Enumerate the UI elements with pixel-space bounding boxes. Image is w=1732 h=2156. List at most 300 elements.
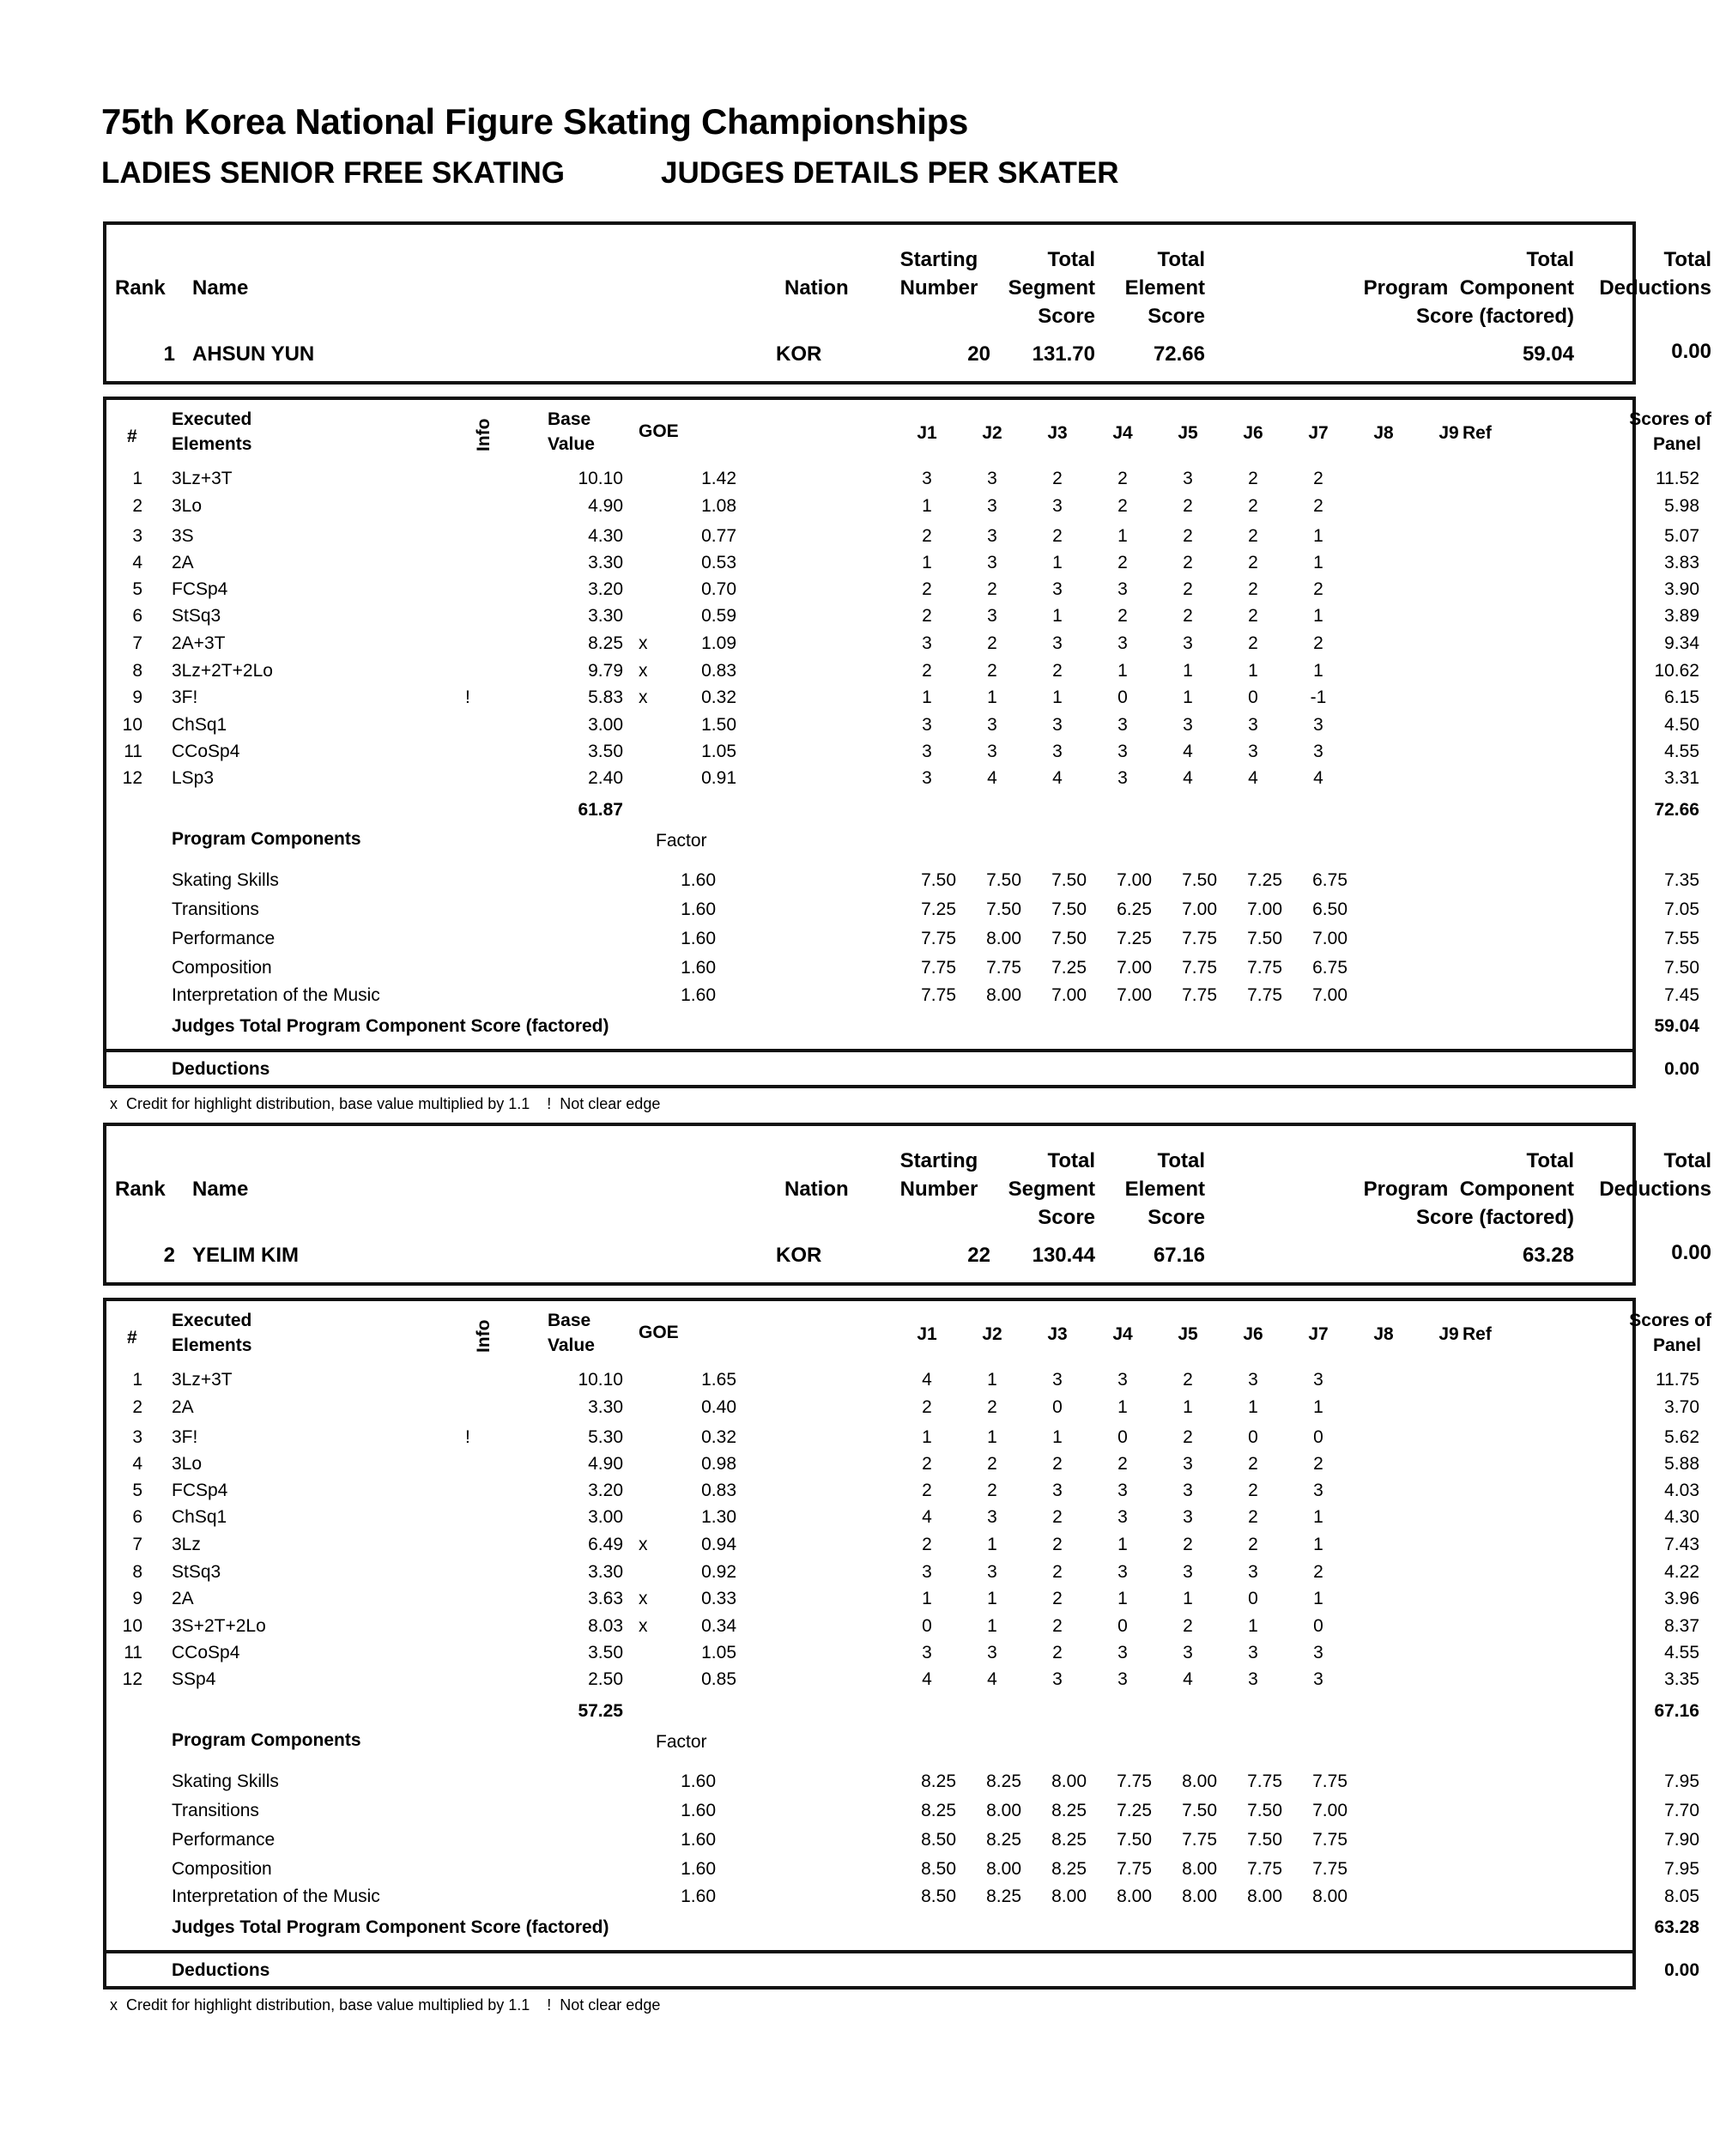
judge-goe: 3 <box>987 715 997 735</box>
judge-component-mark: 8.25 <box>1051 1859 1087 1879</box>
pcs-header: Program Component <box>1363 1178 1574 1201</box>
judge-goe: 3 <box>1117 633 1128 653</box>
element-row <box>106 768 1699 792</box>
panel-header: Scores of <box>1629 1311 1711 1330</box>
component-panel-score: 7.90 <box>1664 1830 1699 1850</box>
judge-component-mark: 7.50 <box>1182 870 1217 890</box>
deductions-header: Total <box>1663 248 1711 271</box>
name-header: Name <box>192 276 249 300</box>
judge-goe: 1 <box>922 1589 932 1608</box>
base-value: 3.20 <box>588 1481 623 1500</box>
tes-header: Total <box>1157 1149 1205 1172</box>
starting-number-header: Starting <box>899 248 978 271</box>
element-row <box>106 715 1699 739</box>
component-panel-score: 7.50 <box>1664 958 1699 978</box>
base-value: 4.90 <box>588 496 623 516</box>
panel-score: 4.55 <box>1664 1643 1699 1662</box>
element-row <box>106 1397 1699 1421</box>
judge-goe: 3 <box>987 553 997 572</box>
component-name: Skating Skills <box>172 870 279 890</box>
judge-goe: 2 <box>1248 526 1258 546</box>
judge-goe: 3 <box>1313 1669 1323 1689</box>
judge-goe: 3 <box>1183 715 1193 735</box>
judge-goe: 2 <box>922 1397 932 1417</box>
element-code: 3Lz <box>172 1535 201 1554</box>
component-factor: 1.60 <box>681 1801 716 1820</box>
judge-component-mark: 7.75 <box>1117 1771 1152 1791</box>
judge-component-mark: 7.00 <box>1117 870 1152 890</box>
element-number: 4 <box>132 553 142 572</box>
base-value-total: 57.25 <box>578 1701 623 1721</box>
component-row <box>106 1830 1699 1854</box>
judge-component-mark: 7.50 <box>921 870 956 890</box>
judge-goe: 3 <box>1313 715 1323 735</box>
judge-component-mark: 7.75 <box>921 929 956 948</box>
base-value: 6.49 <box>588 1535 623 1554</box>
element-row <box>106 1589 1699 1613</box>
judge-component-mark: 7.00 <box>1247 899 1282 919</box>
element-number: 8 <box>132 1562 142 1582</box>
skater-summary-box <box>103 221 1711 385</box>
base-value-header: Value <box>548 434 595 454</box>
element-code: 3Lz+3T <box>172 1370 233 1390</box>
judge-component-mark: 7.00 <box>1312 1801 1347 1820</box>
deductions-header: Total <box>1663 1149 1711 1172</box>
tss-header: Segment <box>1008 1178 1095 1201</box>
judge-component-mark: 6.25 <box>1117 899 1152 919</box>
judge-goe: 3 <box>1183 1507 1193 1527</box>
pcs-header: Score (factored) <box>1415 305 1574 328</box>
judge-goe: 2 <box>922 1535 932 1554</box>
component-name: Composition <box>172 1859 272 1879</box>
component-name: Composition <box>172 958 272 978</box>
judge-header: J3 <box>1047 423 1068 443</box>
judge-goe: 2 <box>922 1454 932 1474</box>
judge-goe: 1 <box>1052 687 1063 707</box>
judge-goe: 2 <box>1248 1507 1258 1527</box>
bonus-marker: x <box>639 1535 648 1554</box>
tes-value: 67.16 <box>1153 1244 1205 1267</box>
tss-value: 130.44 <box>1032 1244 1095 1267</box>
judge-goe: 2 <box>1183 1370 1193 1390</box>
panel-score: 4.55 <box>1664 742 1699 761</box>
judge-goe: 2 <box>1248 469 1258 488</box>
judge-goe: 3 <box>1052 1669 1063 1689</box>
panel-score: 5.88 <box>1664 1454 1699 1474</box>
component-row <box>106 870 1699 894</box>
component-name: Skating Skills <box>172 1771 279 1791</box>
judges-total-pcs-label: Judges Total Program Component Score (factored) <box>172 1917 609 1937</box>
component-panel-score: 7.95 <box>1664 1771 1699 1791</box>
base-value: 4.90 <box>588 1454 623 1474</box>
element-row <box>106 1454 1699 1478</box>
judge-goe: 1 <box>987 1616 997 1636</box>
judges-total-pcs-label: Judges Total Program Component Score (factored) <box>172 1016 609 1036</box>
base-value: 5.30 <box>588 1427 623 1447</box>
judge-component-mark: 6.75 <box>1312 870 1347 890</box>
element-code: 2A <box>172 1397 194 1417</box>
judge-goe: 2 <box>1183 606 1193 626</box>
judge-goe: 2 <box>1052 1535 1063 1554</box>
element-row <box>106 687 1699 712</box>
goe-value: 1.05 <box>701 1643 736 1662</box>
element-number: 1 <box>132 1370 142 1390</box>
judge-component-mark: 8.25 <box>921 1801 956 1820</box>
ref-header: Ref <box>1463 1324 1492 1344</box>
element-number: 10 <box>122 715 142 735</box>
base-value: 4.30 <box>588 526 623 546</box>
judge-goe: 0 <box>1248 1589 1258 1608</box>
deductions-header: Deductions <box>1599 1178 1711 1201</box>
executed-header: Executed <box>172 409 252 429</box>
judge-header: J6 <box>1243 1324 1263 1344</box>
judge-goe: 3 <box>1248 1669 1258 1689</box>
judge-component-mark: 8.00 <box>1247 1886 1282 1906</box>
judge-component-mark: 7.75 <box>1247 958 1282 978</box>
judge-goe: 1 <box>1313 526 1323 546</box>
judge-goe: 3 <box>1052 1370 1063 1390</box>
base-value: 2.40 <box>588 768 623 788</box>
element-row <box>106 1669 1699 1693</box>
judge-goe: 4 <box>1183 1669 1193 1689</box>
element-number: 7 <box>132 1535 142 1554</box>
judge-goe: 2 <box>1313 633 1323 653</box>
judge-goe: 3 <box>987 1643 997 1662</box>
judge-goe: 3 <box>1183 633 1193 653</box>
goe-value: 0.83 <box>701 1481 736 1500</box>
element-code: FCSp4 <box>172 579 228 599</box>
component-panel-score: 7.35 <box>1664 870 1699 890</box>
starting-number-header: Starting <box>899 1149 978 1172</box>
element-code: 3Lz+3T <box>172 469 233 488</box>
judge-goe: 3 <box>1117 1669 1128 1689</box>
goe-header: GOE <box>639 1323 679 1342</box>
element-number: 2 <box>132 496 142 516</box>
judge-component-mark: 7.75 <box>1247 985 1282 1005</box>
judges-total-pcs-value: 63.28 <box>1654 1917 1699 1937</box>
judge-component-mark: 7.75 <box>1182 958 1217 978</box>
judge-component-mark: 8.00 <box>986 1801 1021 1820</box>
element-row <box>106 1370 1699 1394</box>
component-factor: 1.60 <box>681 985 716 1005</box>
judge-goe: 1 <box>1183 661 1193 681</box>
total-deductions-value: 0.00 <box>1671 1241 1711 1264</box>
component-row <box>106 1801 1699 1825</box>
judge-goe: 0 <box>1052 1397 1063 1417</box>
judge-goe: 3 <box>1052 496 1063 516</box>
judge-component-mark: 7.50 <box>1051 929 1087 948</box>
judge-goe: 3 <box>1117 1507 1128 1527</box>
goe-value: 1.08 <box>701 496 736 516</box>
judge-goe: 3 <box>1117 715 1128 735</box>
element-code: LSp3 <box>172 768 215 788</box>
judge-goe: 0 <box>1248 687 1258 707</box>
judge-goe: 3 <box>1248 1643 1258 1662</box>
judge-header: J1 <box>917 1324 937 1344</box>
element-row <box>106 661 1699 685</box>
panel-score: 5.62 <box>1664 1427 1699 1447</box>
pcs-header: Score (factored) <box>1415 1206 1574 1229</box>
panel-score: 4.22 <box>1664 1562 1699 1582</box>
judge-goe: 3 <box>1117 768 1128 788</box>
judge-goe: 3 <box>987 469 997 488</box>
element-info: ! <box>465 687 470 707</box>
panel-score: 3.89 <box>1664 606 1699 626</box>
judge-goe: 1 <box>1117 1589 1128 1608</box>
judge-goe: 3 <box>987 742 997 761</box>
skater-name: AHSUN YUN <box>192 342 315 366</box>
judge-component-mark: 7.75 <box>1182 929 1217 948</box>
panel-score: 4.03 <box>1664 1481 1699 1500</box>
tss-header: Total <box>1047 1149 1095 1172</box>
component-row <box>106 1886 1699 1911</box>
pcs-header: Program Component <box>1363 276 1574 300</box>
starting-number-header: Number <box>899 276 978 300</box>
judge-goe: 2 <box>987 633 997 653</box>
judge-component-mark: 7.00 <box>1117 985 1152 1005</box>
base-value: 5.83 <box>588 687 623 707</box>
judge-component-mark: 7.25 <box>1051 958 1087 978</box>
component-factor: 1.60 <box>681 870 716 890</box>
judge-goe: 2 <box>987 579 997 599</box>
judge-component-mark: 8.00 <box>986 1859 1021 1879</box>
judge-goe: 3 <box>1183 1454 1193 1474</box>
element-code: 3S+2T+2Lo <box>172 1616 266 1636</box>
judge-goe: 1 <box>1183 1589 1193 1608</box>
judge-goe: 2 <box>1248 1535 1258 1554</box>
judge-component-mark: 8.00 <box>986 985 1021 1005</box>
nation-value: KOR <box>776 1244 822 1267</box>
goe-value: 0.77 <box>701 526 736 546</box>
judge-header: J2 <box>982 423 1002 443</box>
judge-goe: 2 <box>1052 526 1063 546</box>
panel-score: 6.15 <box>1664 687 1699 707</box>
judge-component-mark: 7.50 <box>1117 1830 1152 1850</box>
judge-goe: 2 <box>922 1481 932 1500</box>
element-number: 8 <box>132 661 142 681</box>
judge-goe: 1 <box>1313 1507 1323 1527</box>
judge-goe: 3 <box>1248 1562 1258 1582</box>
judge-goe: 2 <box>1313 469 1323 488</box>
panel-score: 3.90 <box>1664 579 1699 599</box>
bonus-marker: x <box>639 661 648 681</box>
judge-goe: 2 <box>1052 1616 1063 1636</box>
page-title: 75th Korea National Figure Skating Championships <box>101 101 969 142</box>
judge-goe: 3 <box>922 742 932 761</box>
hash-header: # <box>127 427 137 446</box>
element-row <box>106 1643 1699 1667</box>
judge-goe: 2 <box>987 1481 997 1500</box>
component-row <box>106 929 1699 953</box>
judge-goe: 2 <box>1052 1507 1063 1527</box>
bonus-marker: x <box>639 1616 648 1636</box>
component-factor: 1.60 <box>681 958 716 978</box>
judge-goe: 0 <box>922 1616 932 1636</box>
component-panel-score: 7.45 <box>1664 985 1699 1005</box>
judge-goe: 0 <box>1313 1616 1323 1636</box>
panel-score: 4.30 <box>1664 1507 1699 1527</box>
tes-header: Element <box>1124 276 1205 300</box>
goe-value: 0.83 <box>701 661 736 681</box>
element-row <box>106 496 1699 520</box>
element-number: 4 <box>132 1454 142 1474</box>
element-code: CCoSp4 <box>172 1643 240 1662</box>
judge-header: J8 <box>1373 1324 1394 1344</box>
judge-goe: 2 <box>987 1397 997 1417</box>
judge-goe: 3 <box>1117 1562 1128 1582</box>
element-code: StSq3 <box>172 606 221 626</box>
element-number: 5 <box>132 1481 142 1500</box>
judge-goe: 2 <box>1313 579 1323 599</box>
goe-header: GOE <box>639 421 679 441</box>
panel-score: 7.43 <box>1664 1535 1699 1554</box>
judge-goe: 2 <box>1248 496 1258 516</box>
judge-goe: 3 <box>922 469 932 488</box>
judge-goe: 3 <box>1117 1643 1128 1662</box>
judge-goe: 4 <box>922 1370 932 1390</box>
judge-component-mark: 7.50 <box>1182 1801 1217 1820</box>
judge-header: J4 <box>1112 1324 1133 1344</box>
judge-component-mark: 7.50 <box>1051 870 1087 890</box>
component-row <box>106 1859 1699 1883</box>
element-number: 10 <box>122 1616 142 1636</box>
judge-component-mark: 6.75 <box>1312 958 1347 978</box>
judge-goe: 3 <box>1052 1481 1063 1500</box>
panel-score: 3.83 <box>1664 553 1699 572</box>
base-value: 3.30 <box>588 553 623 572</box>
component-row <box>106 985 1699 1009</box>
component-factor: 1.60 <box>681 1859 716 1879</box>
judge-goe: 2 <box>1052 1454 1063 1474</box>
judge-goe: 1 <box>1313 606 1323 626</box>
judge-goe: 1 <box>1183 1397 1193 1417</box>
judge-component-mark: 7.25 <box>921 899 956 919</box>
element-number: 11 <box>124 742 142 761</box>
judge-goe: 3 <box>1117 1370 1128 1390</box>
judge-component-mark: 8.00 <box>1051 1771 1087 1791</box>
judge-header: J2 <box>982 1324 1002 1344</box>
element-number: 12 <box>122 1669 142 1689</box>
tss-value: 131.70 <box>1032 342 1095 366</box>
element-row <box>106 1616 1699 1640</box>
factor-header: Factor <box>656 1732 707 1752</box>
judge-goe: 1 <box>1183 687 1193 707</box>
goe-value: 0.32 <box>701 687 736 707</box>
judge-goe: 3 <box>922 715 932 735</box>
judge-goe: 2 <box>1183 526 1193 546</box>
deductions-value: 0.00 <box>1664 1960 1699 1980</box>
element-row <box>106 526 1699 550</box>
judge-component-mark: 7.00 <box>1312 929 1347 948</box>
element-number: 12 <box>122 768 142 788</box>
element-code: 2A <box>172 1589 194 1608</box>
judge-goe: 2 <box>922 526 932 546</box>
judge-goe: 2 <box>1117 606 1128 626</box>
element-row <box>106 1481 1699 1505</box>
judge-goe: 1 <box>922 1427 932 1447</box>
goe-value: 1.42 <box>701 469 736 488</box>
component-panel-score: 7.95 <box>1664 1859 1699 1879</box>
element-row <box>106 553 1699 577</box>
element-row <box>106 1427 1699 1451</box>
element-row <box>106 606 1699 630</box>
tss-header: Total <box>1047 248 1095 271</box>
judge-header: J3 <box>1047 1324 1068 1344</box>
element-number: 6 <box>132 1507 142 1527</box>
judge-component-mark: 7.75 <box>1312 1830 1347 1850</box>
elements-table <box>103 397 1711 1068</box>
judge-goe: 1 <box>922 687 932 707</box>
goe-value: 1.05 <box>701 742 736 761</box>
judge-goe: 3 <box>987 496 997 516</box>
bonus-marker: x <box>639 633 648 653</box>
executed-header: Elements <box>172 434 252 454</box>
info-header: Info <box>474 418 494 451</box>
panel-score: 3.35 <box>1664 1669 1699 1689</box>
judge-goe: 2 <box>1183 1427 1193 1447</box>
rank-value: 2 <box>163 1244 175 1267</box>
judge-goe: 1 <box>1313 1589 1323 1608</box>
judge-component-mark: 7.75 <box>1247 1771 1282 1791</box>
rank-header: Rank <box>115 276 166 300</box>
panel-score: 10.62 <box>1654 661 1699 681</box>
judge-component-mark: 8.00 <box>1182 1771 1217 1791</box>
judge-component-mark: 8.00 <box>1182 1886 1217 1906</box>
component-name: Transitions <box>172 899 259 919</box>
judge-goe: 1 <box>1052 606 1063 626</box>
judge-goe: 4 <box>1183 742 1193 761</box>
judge-component-mark: 7.75 <box>986 958 1021 978</box>
base-value: 10.10 <box>578 469 623 488</box>
judge-component-mark: 8.25 <box>1051 1830 1087 1850</box>
judge-component-mark: 7.00 <box>1117 958 1152 978</box>
judge-component-mark: 8.00 <box>1117 1886 1152 1906</box>
judge-goe: 2 <box>1248 606 1258 626</box>
goe-value: 0.32 <box>701 1427 736 1447</box>
element-number: 11 <box>124 1643 142 1662</box>
judge-goe: 3 <box>1117 579 1128 599</box>
tes-header: Element <box>1124 1178 1205 1201</box>
deductions-header: Deductions <box>1599 276 1711 300</box>
judge-component-mark: 7.50 <box>986 870 1021 890</box>
judge-goe: 0 <box>1117 1427 1128 1447</box>
judge-component-mark: 7.50 <box>1051 899 1087 919</box>
element-code: FCSp4 <box>172 1481 228 1500</box>
judge-goe: 2 <box>922 606 932 626</box>
goe-value: 0.59 <box>701 606 736 626</box>
judge-component-mark: 8.25 <box>986 1771 1021 1791</box>
judge-goe: 3 <box>1313 742 1323 761</box>
judge-goe: 2 <box>922 579 932 599</box>
panel-score: 11.75 <box>1656 1370 1699 1390</box>
base-value: 8.25 <box>588 633 623 653</box>
judge-goe: 2 <box>1183 1616 1193 1636</box>
base-value: 3.30 <box>588 606 623 626</box>
element-code: ChSq1 <box>172 1507 227 1527</box>
judge-goe: 3 <box>1313 1370 1323 1390</box>
executed-header: Executed <box>172 1311 252 1330</box>
element-code: 3Lo <box>172 1454 203 1474</box>
element-code: 3F! <box>172 1427 198 1447</box>
base-value: 3.63 <box>588 1589 623 1608</box>
judge-goe: 3 <box>987 1562 997 1582</box>
component-row <box>106 1771 1699 1796</box>
judge-goe: 1 <box>1052 1427 1063 1447</box>
panel-score: 9.34 <box>1664 633 1699 653</box>
judge-component-mark: 7.50 <box>986 899 1021 919</box>
judge-component-mark: 7.75 <box>921 985 956 1005</box>
elements-panel-total: 67.16 <box>1654 1701 1699 1721</box>
